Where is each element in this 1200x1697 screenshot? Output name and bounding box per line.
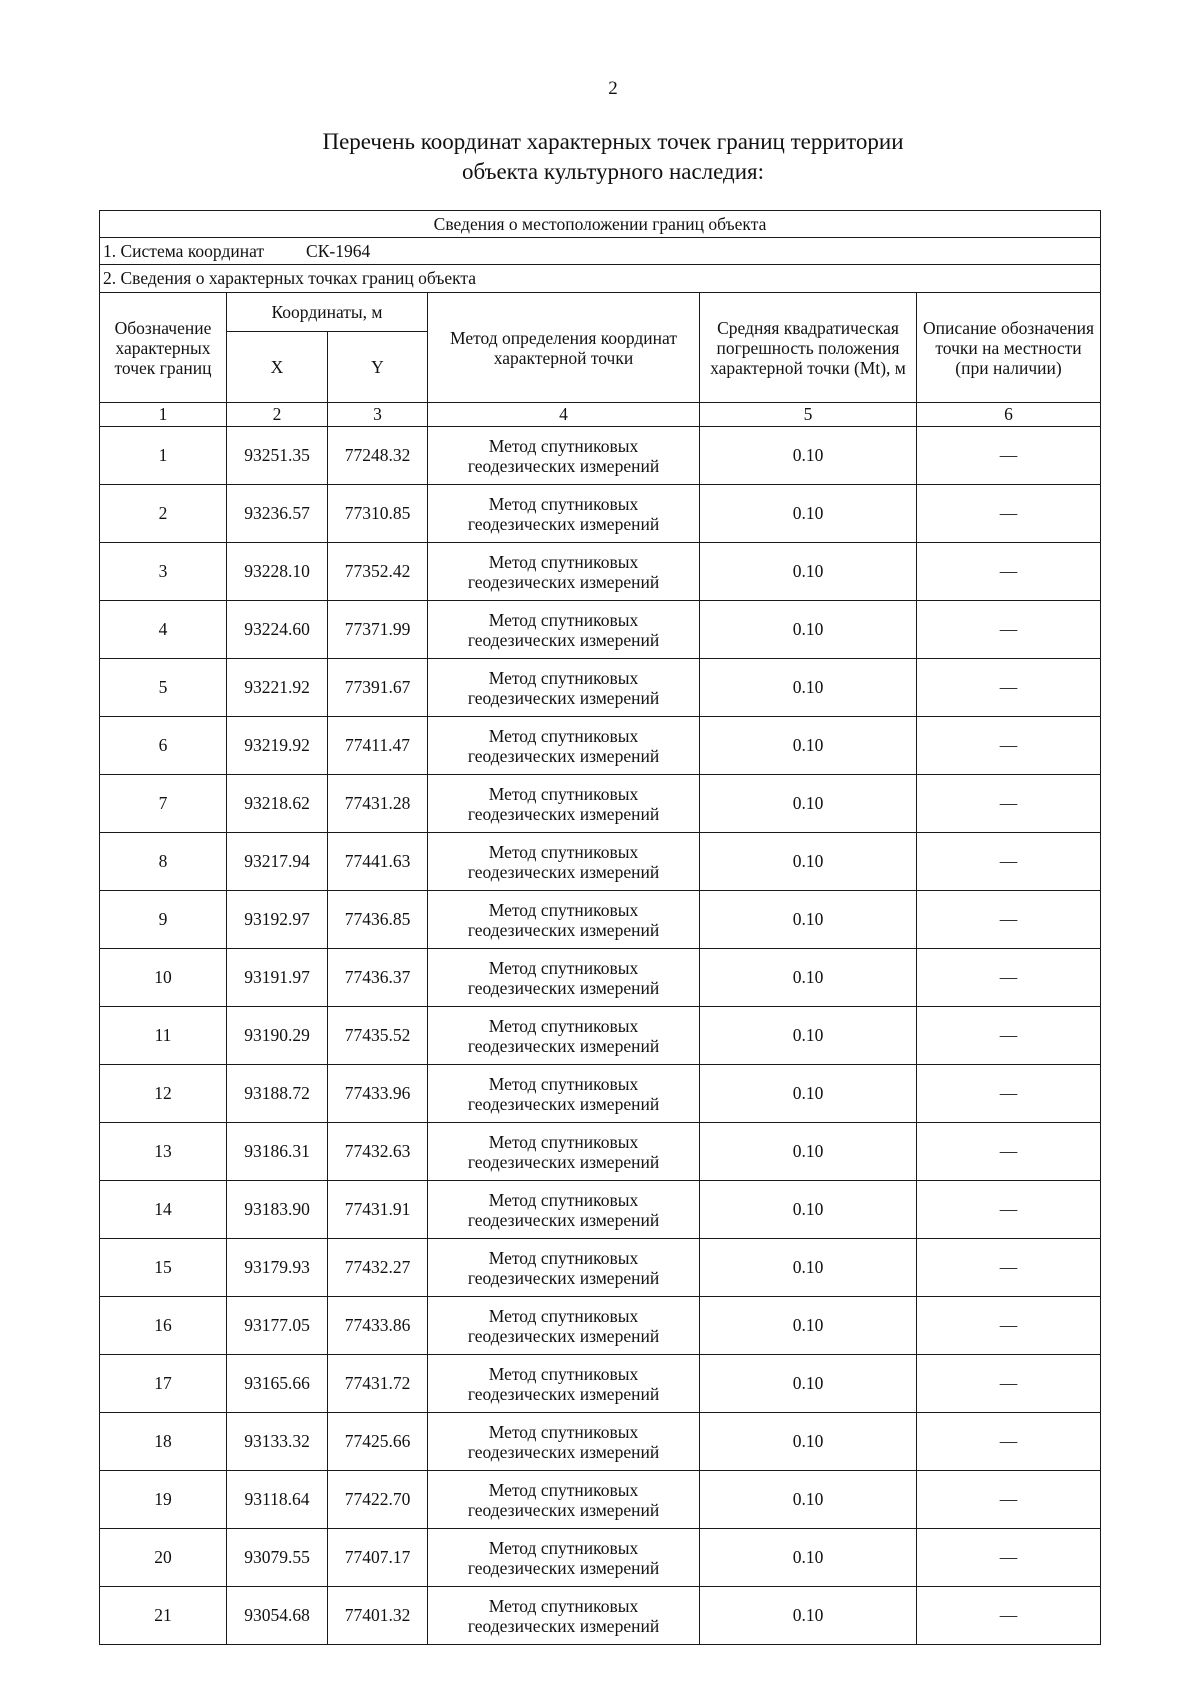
method-line-1: Метод спутниковых: [488, 1015, 639, 1036]
description-cell: —: [917, 1007, 1101, 1065]
method-line-1: Метод спутниковых: [488, 1305, 639, 1326]
table-row: [100, 1471, 1101, 1529]
table-row: [100, 1123, 1101, 1181]
x-coordinate-cell: 93217.94: [227, 833, 328, 891]
description-cell: —: [917, 1065, 1101, 1123]
method-cell: [428, 1123, 700, 1181]
method-cell: [428, 949, 700, 1007]
y-coordinate-cell: 77352.42: [328, 543, 428, 601]
x-coordinate-cell: 93054.68: [227, 1587, 328, 1645]
method-line-1: Метод спутниковых: [488, 841, 639, 862]
header-designation: Обозначение характерных точек границ: [100, 293, 227, 403]
method-line-2: геодезических измерений: [467, 1557, 660, 1578]
description-cell: —: [917, 1587, 1101, 1645]
method-cell: [428, 485, 700, 543]
table-row: [100, 485, 1101, 543]
point-number-cell: 15: [100, 1239, 227, 1297]
method-line-1: Метод спутниковых: [488, 1189, 639, 1210]
mt-error-cell: 0.10: [700, 1239, 917, 1297]
method-cell: [428, 1181, 700, 1239]
method-line-1: Метод спутниковых: [488, 1247, 639, 1268]
description-cell: —: [917, 601, 1101, 659]
mt-error-cell: 0.10: [700, 1529, 917, 1587]
x-coordinate-cell: 93133.32: [227, 1413, 328, 1471]
method-cell: [428, 601, 700, 659]
method-line-1: Метод спутниковых: [488, 783, 639, 804]
x-coordinate-cell: 93219.92: [227, 717, 328, 775]
x-coordinate-cell: 93251.35: [227, 427, 328, 485]
y-coordinate-cell: 77422.70: [328, 1471, 428, 1529]
method-line-1: Метод спутниковых: [488, 725, 639, 746]
method-line-1: Метод спутниковых: [488, 1537, 639, 1558]
table-row: [100, 1413, 1101, 1471]
method-line-2: геодезических измерений: [467, 571, 660, 592]
method-line-1: Метод спутниковых: [488, 609, 639, 630]
table-row: [100, 1007, 1101, 1065]
method-line-2: геодезических измерений: [467, 1209, 660, 1230]
description-cell: —: [917, 1529, 1101, 1587]
method-cell: [428, 427, 700, 485]
table-row: [100, 543, 1101, 601]
method-line-1: Метод спутниковых: [488, 493, 639, 514]
mt-error-cell: 0.10: [700, 1355, 917, 1413]
mt-error-cell: 0.10: [700, 427, 917, 485]
method-line-2: геодезических измерений: [467, 1035, 660, 1056]
x-coordinate-cell: 93236.57: [227, 485, 328, 543]
point-number-cell: 6: [100, 717, 227, 775]
x-coordinate-cell: 93190.29: [227, 1007, 328, 1065]
method-line-1: Метод спутниковых: [488, 899, 639, 920]
y-coordinate-cell: 77401.32: [328, 1587, 428, 1645]
y-coordinate-cell: 77411.47: [328, 717, 428, 775]
x-coordinate-cell: 93188.72: [227, 1065, 328, 1123]
coord-system-label: 1. Система координат: [103, 240, 265, 261]
header-coords-group: Координаты, м: [227, 293, 428, 332]
table-row: [100, 717, 1101, 775]
method-cell: [428, 717, 700, 775]
mt-error-cell: 0.10: [700, 775, 917, 833]
column-number: 5: [700, 403, 917, 427]
mt-error-cell: 0.10: [700, 485, 917, 543]
coordinates-table: [99, 210, 1101, 1645]
method-line-1: Метод спутниковых: [488, 667, 639, 688]
method-line-1: Метод спутниковых: [488, 1131, 639, 1152]
method-line-2: геодезических измерений: [467, 919, 660, 940]
method-cell: [428, 543, 700, 601]
mt-error-cell: 0.10: [700, 659, 917, 717]
x-coordinate-cell: 93228.10: [227, 543, 328, 601]
page-title: [0, 127, 1200, 187]
description-cell: —: [917, 1471, 1101, 1529]
column-numbers-row: [100, 403, 1101, 427]
method-line-2: геодезических измерений: [467, 1267, 660, 1288]
mt-error-cell: 0.10: [700, 1181, 917, 1239]
description-cell: —: [917, 1297, 1101, 1355]
mt-error-cell: 0.10: [700, 1065, 917, 1123]
mt-error-cell: 0.10: [700, 1007, 917, 1065]
header-x: X: [227, 332, 328, 403]
table-row: [100, 1181, 1101, 1239]
point-number-cell: 18: [100, 1413, 227, 1471]
table-row: [100, 1297, 1101, 1355]
method-line-1: Метод спутниковых: [488, 1479, 639, 1500]
method-line-1: Метод спутниковых: [488, 1595, 639, 1616]
method-line-1: Метод спутниковых: [488, 551, 639, 572]
column-number: 1: [100, 403, 227, 427]
method-cell: [428, 1297, 700, 1355]
method-cell: [428, 1239, 700, 1297]
x-coordinate-cell: 93224.60: [227, 601, 328, 659]
mt-error-cell: 0.10: [700, 717, 917, 775]
x-coordinate-cell: 93221.92: [227, 659, 328, 717]
description-cell: —: [917, 659, 1101, 717]
x-coordinate-cell: 93118.64: [227, 1471, 328, 1529]
point-number-cell: 19: [100, 1471, 227, 1529]
y-coordinate-cell: 77431.91: [328, 1181, 428, 1239]
description-cell: —: [917, 891, 1101, 949]
title-line-1: Перечень координат характерных точек границ территории: [322, 129, 904, 154]
table-row: [100, 949, 1101, 1007]
method-line-2: геодезических измерений: [467, 513, 660, 534]
description-cell: —: [917, 427, 1101, 485]
header-error: Средняя квадратическая погрешность положения характерной точки (Mt), м: [700, 293, 917, 403]
method-cell: [428, 1471, 700, 1529]
column-number: 3: [328, 403, 428, 427]
method-line-1: Метод спутниковых: [488, 1073, 639, 1094]
point-number-cell: 13: [100, 1123, 227, 1181]
description-cell: —: [917, 775, 1101, 833]
y-coordinate-cell: 77371.99: [328, 601, 428, 659]
x-coordinate-cell: 93079.55: [227, 1529, 328, 1587]
method-cell: [428, 1587, 700, 1645]
table-row: [100, 1587, 1101, 1645]
description-cell: —: [917, 1413, 1101, 1471]
point-number-cell: 3: [100, 543, 227, 601]
header-method: Метод определения координат характерной точки: [428, 293, 700, 403]
y-coordinate-cell: 77391.67: [328, 659, 428, 717]
method-cell: [428, 833, 700, 891]
section-title: Сведения о местоположении границ объекта: [100, 211, 1101, 238]
method-line-2: геодезических измерений: [467, 687, 660, 708]
column-number: 2: [227, 403, 328, 427]
x-coordinate-cell: 93191.97: [227, 949, 328, 1007]
point-number-cell: 10: [100, 949, 227, 1007]
point-number-cell: 14: [100, 1181, 227, 1239]
table-row: [100, 891, 1101, 949]
coord-system-value: СК-1964: [306, 240, 371, 261]
point-number-cell: 11: [100, 1007, 227, 1065]
x-coordinate-cell: 93218.62: [227, 775, 328, 833]
points-heading: 2. Сведения о характерных точках границ объекта: [100, 265, 1101, 293]
x-coordinate-cell: 93186.31: [227, 1123, 328, 1181]
mt-error-cell: 0.10: [700, 1471, 917, 1529]
mt-error-cell: 0.10: [700, 1297, 917, 1355]
table-row: [100, 659, 1101, 717]
x-coordinate-cell: 93177.05: [227, 1297, 328, 1355]
method-line-1: Метод спутниковых: [488, 1363, 639, 1384]
table-row: [100, 427, 1101, 485]
description-cell: —: [917, 1239, 1101, 1297]
method-line-1: Метод спутниковых: [488, 957, 639, 978]
coord-system-cell: [100, 238, 1101, 265]
table-row: [100, 1065, 1101, 1123]
y-coordinate-cell: 77425.66: [328, 1413, 428, 1471]
point-number-cell: 4: [100, 601, 227, 659]
mt-error-cell: 0.10: [700, 949, 917, 1007]
y-coordinate-cell: 77436.85: [328, 891, 428, 949]
mt-error-cell: 0.10: [700, 1123, 917, 1181]
y-coordinate-cell: 77432.63: [328, 1123, 428, 1181]
point-number-cell: 9: [100, 891, 227, 949]
method-cell: [428, 1065, 700, 1123]
y-coordinate-cell: 77441.63: [328, 833, 428, 891]
column-number: 4: [428, 403, 700, 427]
point-number-cell: 8: [100, 833, 227, 891]
method-line-2: геодезических измерений: [467, 803, 660, 824]
method-line-1: Метод спутниковых: [488, 435, 639, 456]
y-coordinate-cell: 77436.37: [328, 949, 428, 1007]
y-coordinate-cell: 77433.86: [328, 1297, 428, 1355]
table-row: [100, 775, 1101, 833]
table-row: [100, 1355, 1101, 1413]
y-coordinate-cell: 77432.27: [328, 1239, 428, 1297]
x-coordinate-cell: 93165.66: [227, 1355, 328, 1413]
description-cell: —: [917, 543, 1101, 601]
method-line-2: геодезических измерений: [467, 1383, 660, 1404]
title-line-2: объекта культурного наследия:: [461, 159, 765, 184]
point-number-cell: 21: [100, 1587, 227, 1645]
method-cell: [428, 1007, 700, 1065]
description-cell: —: [917, 1355, 1101, 1413]
method-cell: [428, 659, 700, 717]
x-coordinate-cell: 93179.93: [227, 1239, 328, 1297]
y-coordinate-cell: 77407.17: [328, 1529, 428, 1587]
description-cell: —: [917, 1123, 1101, 1181]
page-number: 2: [608, 78, 618, 99]
description-cell: —: [917, 485, 1101, 543]
method-line-2: геодезических измерений: [467, 629, 660, 650]
y-coordinate-cell: 77310.85: [328, 485, 428, 543]
header-row-1: [100, 293, 1101, 332]
method-line-2: геодезических измерений: [467, 745, 660, 766]
method-cell: [428, 1355, 700, 1413]
method-line-2: геодезических измерений: [467, 861, 660, 882]
method-cell: [428, 1413, 700, 1471]
description-cell: —: [917, 833, 1101, 891]
y-coordinate-cell: 77248.32: [328, 427, 428, 485]
description-cell: —: [917, 1181, 1101, 1239]
table-row: [100, 601, 1101, 659]
table-row: [100, 833, 1101, 891]
point-number-cell: 1: [100, 427, 227, 485]
header-description: Описание обозначения точки на местности (при наличии): [917, 293, 1101, 403]
method-line-1: Метод спутниковых: [488, 1421, 639, 1442]
point-number-cell: 20: [100, 1529, 227, 1587]
header-y: Y: [328, 332, 428, 403]
mt-error-cell: 0.10: [700, 1413, 917, 1471]
mt-error-cell: 0.10: [700, 601, 917, 659]
point-number-cell: 2: [100, 485, 227, 543]
method-line-2: геодезических измерений: [467, 977, 660, 998]
y-coordinate-cell: 77433.96: [328, 1065, 428, 1123]
description-cell: —: [917, 717, 1101, 775]
points-heading-row: [100, 265, 1101, 293]
method-cell: [428, 1529, 700, 1587]
column-number: 6: [917, 403, 1101, 427]
method-line-2: геодезических измерений: [467, 1093, 660, 1114]
method-line-2: геодезических измерений: [467, 1325, 660, 1346]
point-number-cell: 12: [100, 1065, 227, 1123]
y-coordinate-cell: 77435.52: [328, 1007, 428, 1065]
mt-error-cell: 0.10: [700, 1587, 917, 1645]
method-line-2: геодезических измерений: [467, 1499, 660, 1520]
table-row: [100, 1239, 1101, 1297]
point-number-cell: 17: [100, 1355, 227, 1413]
y-coordinate-cell: 77431.72: [328, 1355, 428, 1413]
y-coordinate-cell: 77431.28: [328, 775, 428, 833]
x-coordinate-cell: 93183.90: [227, 1181, 328, 1239]
point-number-cell: 16: [100, 1297, 227, 1355]
table-row: [100, 1529, 1101, 1587]
method-line-2: геодезических измерений: [467, 1151, 660, 1172]
description-cell: —: [917, 949, 1101, 1007]
mt-error-cell: 0.10: [700, 891, 917, 949]
coord-system-row: [100, 238, 1101, 265]
section-title-row: [100, 211, 1101, 238]
point-number-cell: 7: [100, 775, 227, 833]
method-cell: [428, 775, 700, 833]
method-line-2: геодезических измерений: [467, 1615, 660, 1636]
mt-error-cell: 0.10: [700, 543, 917, 601]
mt-error-cell: 0.10: [700, 833, 917, 891]
x-coordinate-cell: 93192.97: [227, 891, 328, 949]
method-cell: [428, 891, 700, 949]
method-line-2: геодезических измерений: [467, 455, 660, 476]
method-line-2: геодезических измерений: [467, 1441, 660, 1462]
point-number-cell: 5: [100, 659, 227, 717]
